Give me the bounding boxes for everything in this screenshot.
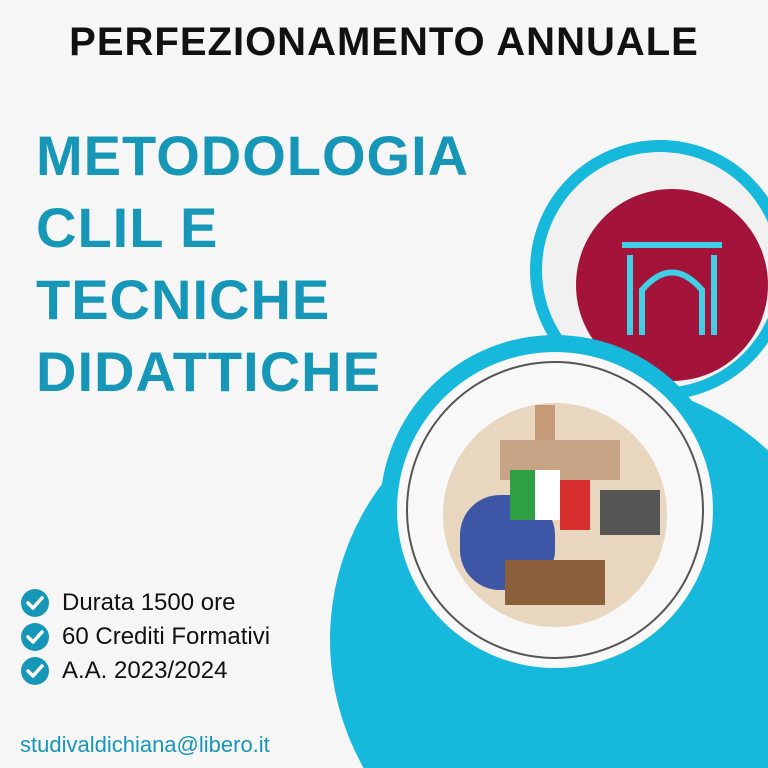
check-circle-icon xyxy=(20,588,50,618)
italy-flag-red xyxy=(560,480,590,530)
italy-flag-green xyxy=(510,470,535,520)
contact-email[interactable]: studivaldichiana@libero.it xyxy=(20,732,270,757)
course-title-line: TECNICHE xyxy=(36,268,331,331)
course-title-line: CLIL E xyxy=(36,196,219,259)
italy-flag-white xyxy=(535,470,560,520)
feature-item xyxy=(20,654,270,688)
feature-text: Durata 1500 ore xyxy=(62,589,236,616)
check-circle-icon xyxy=(20,622,50,652)
books-shape xyxy=(505,560,605,605)
feature-text: A.A. 2023/2024 xyxy=(62,657,228,684)
feature-item xyxy=(20,620,270,654)
header-title: PERFEZIONAMENTO ANNUALE xyxy=(69,20,699,64)
course-title-line: DIDATTICHE xyxy=(36,340,381,403)
feature-item xyxy=(20,586,270,620)
feature-text: 60 Crediti Formativi xyxy=(62,623,271,650)
check-circle-icon xyxy=(20,656,50,686)
feature-list xyxy=(20,586,270,688)
laptop-shape xyxy=(600,490,660,535)
course-title xyxy=(36,120,469,408)
course-title-line: METODOLOGIA xyxy=(36,124,470,187)
